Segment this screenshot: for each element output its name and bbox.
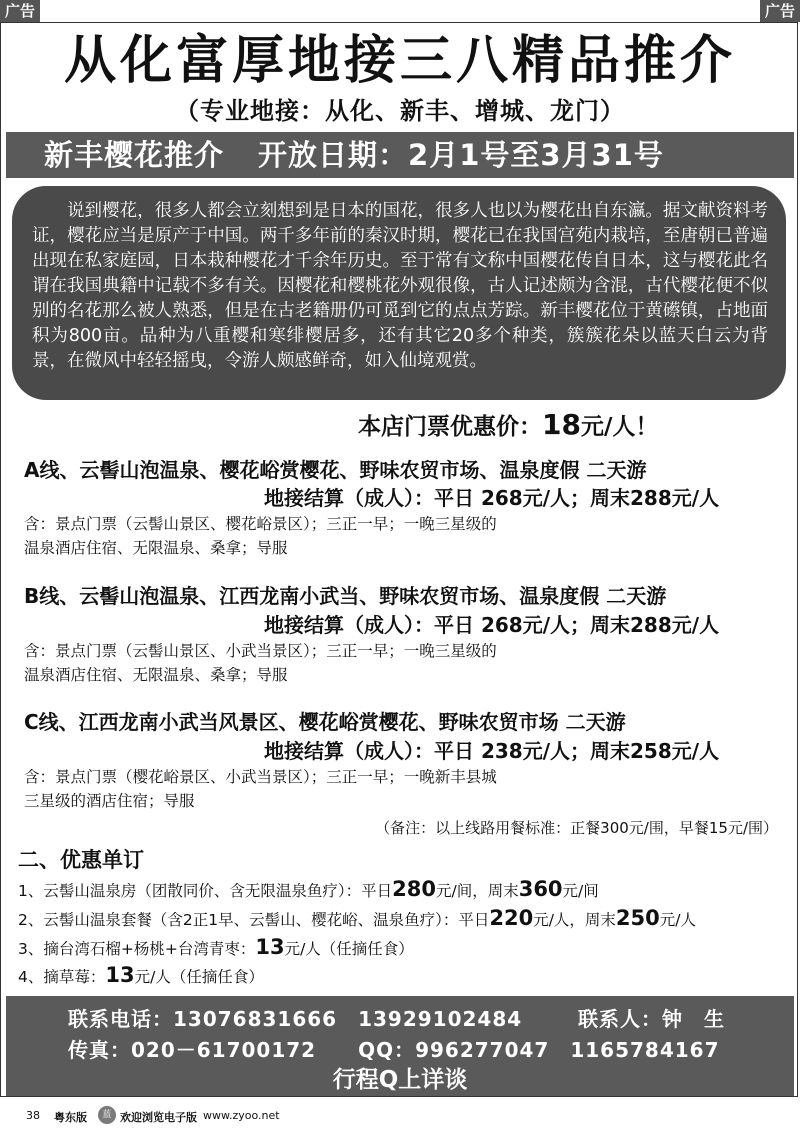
offer-2-mid: 元/人，周末 [533,911,616,929]
offer-2-unit: 元/人 [659,911,696,929]
banner-title: 新丰樱花推介 [44,138,225,172]
contact-more: 行程Q上详谈 [332,1067,468,1093]
route-c-title: C线、江西龙南小武当风景区、樱花峪赏樱花、野味农贸市场 二天游 [24,710,626,734]
offer-3-price: 13 [255,935,285,959]
route-b-desc-line-2: 温泉酒店住宿、无限温泉、桑拿；导服 [24,666,288,684]
route-b-desc-line-1: 含：景点门票（云髻山景区、小武当景区）；三正一早；一晚三星级的 [24,642,497,660]
offer-item [18,934,414,962]
contact-fax-qq: 传真：020－61700172 QQ：996277047 1165784167 [68,1038,720,1062]
route-a-desc-line-1: 含：景点门票（云髻山景区、樱花峪景区）；三正一早；一晚三星级的 [24,515,497,533]
section-2-title: 二、优惠单订 [18,848,144,872]
ad-tag-left: 广告 [0,0,40,22]
offer-4-price: 13 [105,963,135,987]
route-c-desc-line-1: 含：景点门票（樱花峪景区、小武当景区）；三正一早；一晚新丰县城 [24,768,497,786]
brand-logo-icon: 蓝 [98,1106,116,1124]
page-title: 从化富厚地接三八精品推介 [63,31,736,91]
offer-item [18,905,696,933]
banner-dates: 开放日期：2月1号至3月31号 [258,138,664,172]
offer-1-weekday-price: 280 [392,877,436,901]
offer-3-unit: 元/人（任摘任食） [284,940,414,958]
route-a-title: A线、云髻山泡温泉、樱花峪赏樱花、野味农贸市场、温泉度假 二天游 [24,458,647,482]
promo-banner [6,132,794,178]
meal-note: （备注：以上线路用餐标准：正餐300元/围，早餐15元/围） [375,819,778,837]
route-c-desc [24,765,724,813]
offer-2-text: 2、云髻山温泉套餐（含2正1早、云髻山、樱花峪、温泉鱼疗）：平日 [18,911,490,929]
route-a-desc-line-2: 温泉酒店住宿、无限温泉、桑拿；导服 [24,539,288,557]
route-b-desc [24,639,724,687]
ad-tag-right: 广告 [760,0,800,22]
route-b-price: 地接结算（成人）：平日 268元/人；周末288元/人 [264,613,720,637]
offer-item [18,876,599,904]
offer-1-weekend-price: 360 [518,877,563,901]
route-c-desc-line-2: 三星级的酒店住宿；导服 [24,792,195,810]
offer-4-unit: 元/人（任摘任食） [134,968,264,986]
offer-2-weekend-price: 250 [615,906,660,930]
route-a-desc [24,512,724,560]
contact-phone: 联系电话：13076831666 13929102484 [68,1007,523,1031]
offer-1-text: 1、云髻山温泉房（团散同价、含无限温泉鱼疗）：平日 [18,882,393,900]
offer-item [18,962,264,990]
route-a-price: 地接结算（成人）：平日 268元/人；周末288元/人 [264,486,720,510]
ticket-price-value: 18 [542,408,581,441]
route-c-price: 地接结算（成人）：平日 238元/人；周末258元/人 [264,739,720,763]
ticket-unit: 元/人！ [580,414,659,440]
footer-site: www.zyoo.net [203,1109,280,1122]
offer-2-weekday-price: 220 [489,906,534,930]
offer-1-unit: 元/间 [562,882,599,900]
edition-label: 粤东版 [54,1111,87,1124]
footer-slogan: 欢迎浏览电子版 [120,1111,197,1124]
contact-panel [6,996,794,1096]
ticket-price [358,408,658,441]
ticket-label: 本店门票优惠价： [358,414,542,440]
page-number: 38 [26,1109,40,1122]
intro-paragraph: 说到樱花，很多人都会立刻想到是日本的国花，很多人也以为樱花出自东瀛。据文献资料考证，樱花应当是原产于中国。两千多年前的秦汉时期，樱花已在我国宫苑内栽培，至唐朝已普遍出现在私家庭园，日本栽种樱花才千余年历史。至于常有文称中国樱花传自日本，这与樱花此名谓在我国典籍中记载不多有关。因樱花和樱桃花外观很像，古人记述颇为含混，古代樱花便不似别的名花那么被人熟悉，但是在古老籍册仍可觅到它的点点芳踪。新丰樱花位于黄礤镇，占地面积为800亩。品种为八重樱和寒绯樱居多，还有其它20多个种类，簇簇花朵以蓝天白云为背景，在微风中轻轻摇曳，令游人颇感鲜奇，如入仙境观赏。 [12,186,786,400]
offer-3-text: 3、摘台湾石榴+杨桃+台湾青枣： [18,940,256,958]
offer-4-text: 4、摘草莓： [18,968,106,986]
route-b-title: B线、云髻山泡温泉、江西龙南小武当、野味农贸市场、温泉度假 二天游 [24,584,667,608]
offer-1-mid: 元/间，周末 [435,882,519,900]
contact-person: 联系人：钟 生 [578,1007,725,1031]
page-subtitle: （专业地接：从化、新丰、增城、龙门） [175,97,625,125]
